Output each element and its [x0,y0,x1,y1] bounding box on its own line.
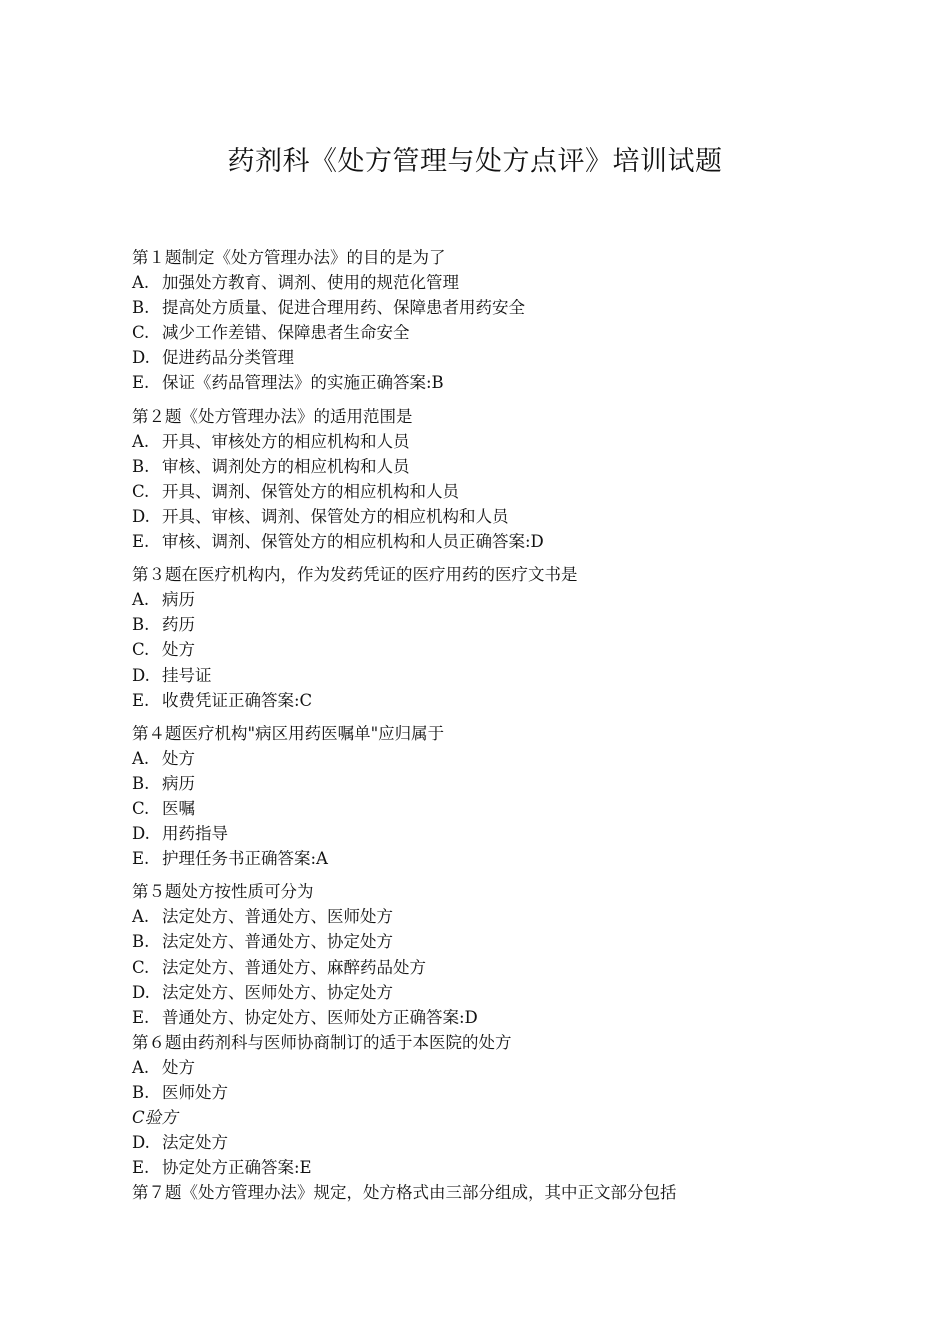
option-text: 药历 [162,615,195,635]
option-e [132,1005,832,1030]
option-text: 促进药品分类管理 [162,348,294,368]
option-letter: A. [132,590,150,610]
question-6 [132,1030,832,1181]
option-b [132,1080,832,1105]
option-letter: D. [132,1133,150,1153]
option-letter: E. [132,690,150,710]
document-title: 药剂科《处方管理与处方点评》培训试题 [227,146,723,177]
question-stem: 第７题《处方管理办法》规定，处方格式由三部分组成，其中正文部分包括 [132,1183,677,1203]
option-text: 加强处方教育、调剂、使用的规范化管理 [162,273,459,293]
question-stem: 第４题医疗机构"病区用药医嘱单"应归属于 [132,723,445,743]
option-a [132,1055,832,1080]
option-letter: C. [132,798,150,818]
option-text: 保证《药品管理法》的实施正确答案:B [162,373,444,393]
option-letter: C. [132,957,150,977]
option-e [132,846,832,871]
question-stem: 第１题制定《处方管理办法》的目的是为了 [132,248,446,267]
option-c [132,1105,832,1130]
option-text: 开具、审核处方的相应机构和人员 [162,431,410,451]
option-letter: B. [132,773,150,793]
option-b [132,771,832,796]
option-text: 用药指导 [162,824,228,844]
option-d [132,504,832,529]
option-text: 开具、调剂、保管处方的相应机构和人员 [162,481,459,501]
option-text: 处方 [162,748,195,768]
option-letter: B. [132,1083,150,1102]
option-letter: E. [132,1158,150,1178]
option-letter: B. [132,456,150,476]
option-letter: E. [132,1007,150,1027]
option-e [132,370,832,395]
option-c [132,796,832,821]
option-d [132,980,832,1005]
option-d [132,821,832,846]
option-letter: D. [132,506,150,526]
option-text: 挂号证 [162,665,212,685]
option-letter: D. [132,348,150,368]
option-a [132,270,832,295]
option-text: 法定处方、普通处方、协定处方 [162,932,393,952]
option-a [132,746,832,771]
option-text: 法定处方、医师处方、协定处方 [162,982,393,1002]
option-text: 法定处方、普通处方、医师处方 [162,907,393,927]
option-text: 处方 [162,640,195,660]
option-e [132,529,832,554]
question-3 [132,562,832,713]
option-text: 收费凭证正确答案:C [162,690,313,710]
option-letter: E. [132,373,150,393]
option-e [132,1155,832,1180]
option-d [132,663,832,688]
option-letter: A. [132,431,150,451]
option-letter: B. [132,615,150,635]
option-d [132,345,832,370]
question-stem: 第５题处方按性质可分为 [132,882,314,902]
option-letter: E. [132,532,150,552]
question-4 [132,721,832,872]
option-text: 处方 [162,1057,195,1077]
option-letter: B. [132,298,150,318]
option-text: 医嘱 [162,798,195,818]
option-b [132,929,832,954]
option-letter: E. [132,849,150,869]
question-7 [132,1180,832,1205]
option-letter: D. [132,824,150,844]
option-text: 病历 [162,773,195,793]
option-letter: C. [132,481,150,501]
option-c [132,479,832,504]
question-stem: 第６题由药剂科与医师协商制订的适于本医院的处方 [132,1032,512,1052]
option-b [132,612,832,637]
option-text: 普通处方、协定处方、医师处方正确答案:D [162,1007,478,1027]
option-text: 法定处方、普通处方、麻醉药品处方 [162,957,426,977]
option-text: 审核、调剂处方的相应机构和人员 [162,456,410,476]
option-text: 开具、审核、调剂、保管处方的相应机构和人员 [162,506,509,526]
option-c [132,320,832,345]
option-letter: A. [132,1057,150,1077]
option-text: 协定处方正确答案:E [162,1158,312,1178]
question-stem: 第３题在医疗机构内，作为发药凭证的医疗用药的医疗文书是 [132,565,578,585]
option-c [132,637,832,662]
option-text: 医师处方 [162,1083,228,1102]
question-1 [132,245,832,396]
option-letter: A. [132,273,150,293]
option-a [132,429,832,454]
option-b [132,295,832,320]
option-a [132,587,832,612]
option-text: 审核、调剂、保管处方的相应机构和人员正确答案:D [162,532,544,552]
question-stem: 第２题《处方管理办法》的适用范围是 [132,406,413,426]
option-letter: A. [132,748,150,768]
option-letter: C. [132,640,150,660]
option-e [132,688,832,713]
question-5 [132,879,832,1030]
option-b [132,454,832,479]
option-text: 减少工作差错、保障患者生命安全 [162,323,410,343]
option-text: 提高处方质量、促进合理用药、保障患者用药安全 [162,298,525,318]
option-letter: A. [132,907,150,927]
option-text: 病历 [162,590,195,610]
option-d [132,1130,832,1155]
question-2 [132,404,832,555]
option-text: 护理任务书正确答案:A [162,849,328,869]
option-text: 法定处方 [162,1133,228,1153]
option-letter: D. [132,665,150,685]
question-list [132,245,832,1205]
option-letter: C. [132,323,150,343]
option-text: C验方 [132,1108,178,1128]
option-letter: D. [132,982,150,1002]
option-a [132,904,832,929]
option-letter: B. [132,932,150,952]
option-c [132,955,832,980]
